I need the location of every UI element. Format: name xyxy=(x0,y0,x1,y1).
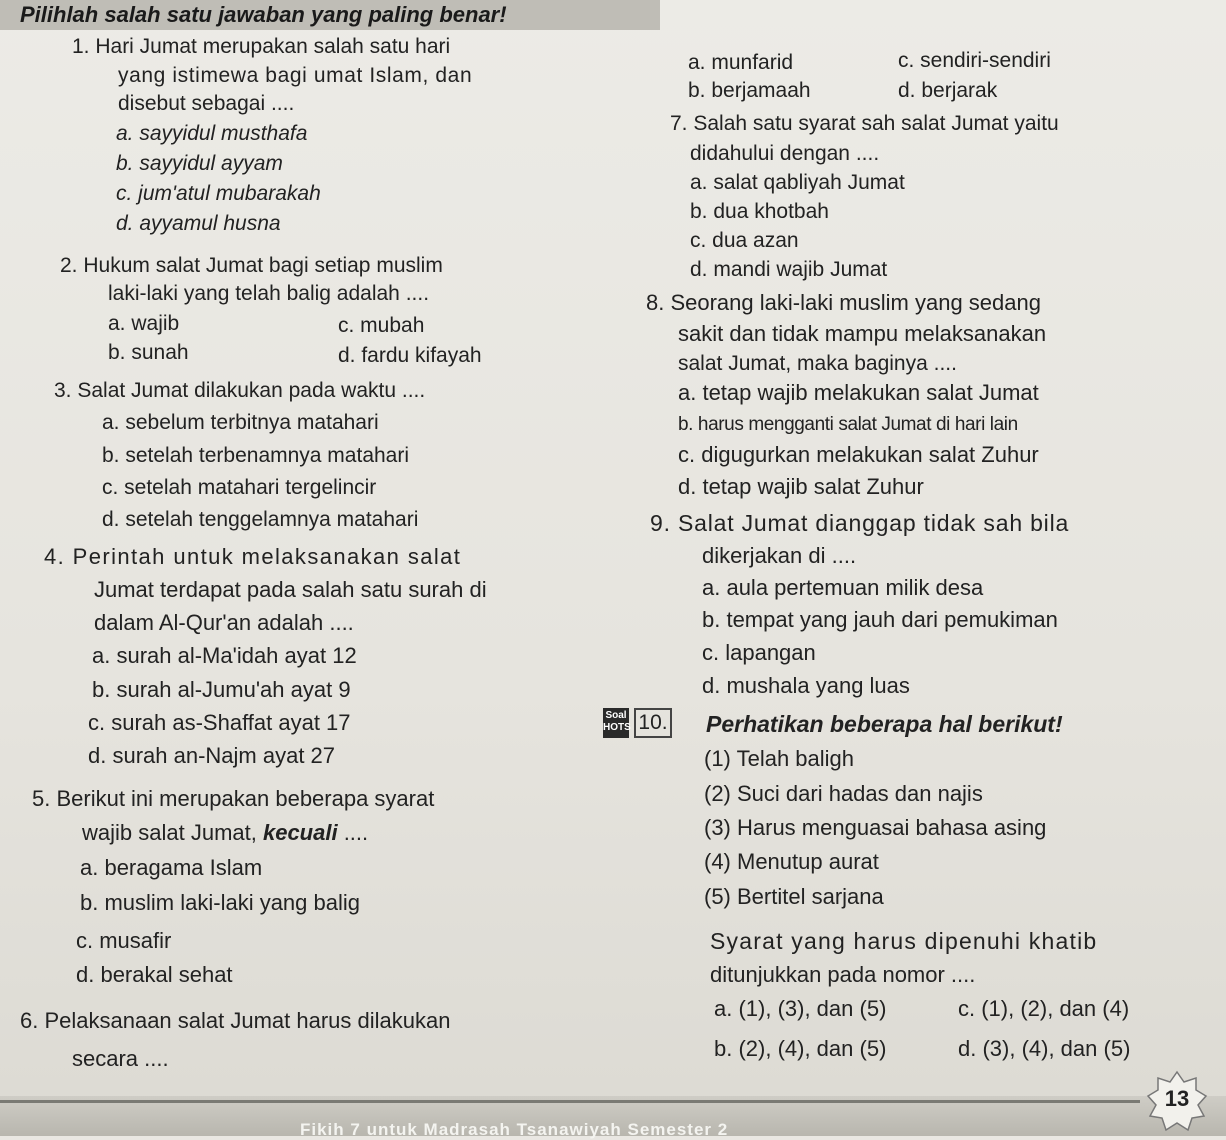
page-number: 13 xyxy=(1164,1086,1190,1111)
option-d: d. mandi wajib Jumat xyxy=(690,258,888,281)
option-a: a. beragama Islam xyxy=(80,855,263,880)
list-item: (1) Telah baligh xyxy=(704,746,855,771)
question-text: disebut sebagai .... xyxy=(118,92,295,115)
question-title: Perhatikan beberapa hal berikut! xyxy=(706,711,1063,737)
question-text: 6. Pelaksanaan salat Jumat harus dilakukan xyxy=(20,1008,451,1033)
option-a: a. salat qabliyah Jumat xyxy=(690,171,905,194)
instruction-text: Pilihlah salah satu jawaban yang paling benar! xyxy=(20,2,507,27)
option-b: b. (2), (4), dan (5) xyxy=(714,1036,887,1061)
option-c: c. musafir xyxy=(76,928,172,953)
option-a: a. (1), (3), dan (5) xyxy=(714,996,887,1021)
question-text: secara .... xyxy=(72,1046,169,1071)
question-text: 9. Salat Jumat dianggap tidak sah bila xyxy=(650,510,1070,536)
option-a: a. sayyidul musthafa xyxy=(116,122,308,145)
option-d: d. ayyamul husna xyxy=(116,212,281,235)
question-text: ditunjukkan pada nomor .... xyxy=(710,962,976,987)
hots-badge: Soal HOTS xyxy=(603,708,629,738)
question-text: 1. Hari Jumat merupakan salah satu hari xyxy=(72,35,451,58)
option-c: c. dua azan xyxy=(690,229,799,252)
option-b: b. sayyidul ayyam xyxy=(116,152,283,175)
question-text: Jumat terdapat pada salah satu surah di xyxy=(94,577,487,602)
option-b: b. setelah terbenamnya matahari xyxy=(102,444,410,467)
option-a: a. tetap wajib melakukan salat Jumat xyxy=(678,380,1039,405)
book-title: Fikih 7 untuk Madrasah Tsanawiyah Semester 2 xyxy=(300,1120,729,1139)
question-text: 4. Perintah untuk melaksanakan salat xyxy=(44,544,462,569)
list-item: (3) Harus menguasai bahasa asing xyxy=(704,815,1047,840)
option-a: a. munfarid xyxy=(688,51,794,74)
option-a: a. sebelum terbitnya matahari xyxy=(102,411,379,434)
option-a: a. surah al-Ma'idah ayat 12 xyxy=(92,643,357,668)
question-text: dikerjakan di .... xyxy=(702,543,857,568)
option-b: b. harus mengganti salat Jumat di hari lain xyxy=(678,414,1018,435)
list-item: (4) Menutup aurat xyxy=(704,849,879,874)
option-d: d. tetap wajib salat Zuhur xyxy=(678,474,924,499)
option-a: a. aula pertemuan milik desa xyxy=(702,575,984,600)
question-text: yang istimewa bagi umat Islam, dan xyxy=(118,64,473,87)
question-text: 5. Berikut ini merupakan beberapa syarat xyxy=(32,786,435,811)
question-text: Syarat yang harus dipenuhi khatib xyxy=(710,928,1098,954)
option-d: d. fardu kifayah xyxy=(338,344,482,367)
option-d: d. (3), (4), dan (5) xyxy=(958,1036,1131,1061)
option-b: b. tempat yang jauh dari pemukiman xyxy=(702,607,1058,632)
footer-divider xyxy=(0,1100,1140,1103)
option-c: c. (1), (2), dan (4) xyxy=(958,996,1130,1021)
option-c: c. digugurkan melakukan salat Zuhur xyxy=(678,442,1039,467)
instruction-banner xyxy=(0,0,660,30)
question-number: 10. xyxy=(634,708,672,738)
option-b: b. dua khotbah xyxy=(690,200,829,223)
question-text: laki-laki yang telah balig adalah .... xyxy=(108,282,430,305)
option-c: c. lapangan xyxy=(702,640,816,665)
question-text: salat Jumat, maka baginya .... xyxy=(678,352,957,375)
page-footer xyxy=(0,1066,1226,1139)
option-c: c. sendiri-sendiri xyxy=(898,49,1051,72)
option-c: c. jum'atul mubarakah xyxy=(116,182,321,205)
option-b: b. muslim laki-laki yang balig xyxy=(80,890,360,915)
question-text: wajib salat Jumat, kecuali .... xyxy=(82,820,369,845)
question-text: sakit dan tidak mampu melaksanakan xyxy=(678,321,1047,346)
list-item: (2) Suci dari hadas dan najis xyxy=(704,781,983,806)
option-b: b. sunah xyxy=(108,341,189,364)
question-text: 8. Seorang laki-laki muslim yang sedang xyxy=(646,290,1041,315)
option-d: d. setelah tenggelamnya matahari xyxy=(102,508,419,531)
option-c: c. surah as-Shaffat ayat 17 xyxy=(88,710,351,735)
question-text: 7. Salah satu syarat sah salat Jumat yaitu xyxy=(670,112,1059,135)
question-text: didahului dengan .... xyxy=(690,142,880,165)
option-d: d. mushala yang luas xyxy=(702,673,910,698)
page-number-badge xyxy=(1146,1070,1208,1132)
option-c: c. setelah matahari tergelincir xyxy=(102,476,377,499)
emphasis-word: kecuali xyxy=(262,820,338,845)
option-a: a. wajib xyxy=(108,312,180,335)
option-b: b. berjamaah xyxy=(688,79,811,102)
option-c: c. mubah xyxy=(338,314,425,337)
option-d: d. surah an-Najm ayat 27 xyxy=(88,743,336,768)
question-text: dalam Al-Qur'an adalah .... xyxy=(94,610,354,635)
question-text: 3. Salat Jumat dilakukan pada waktu .... xyxy=(54,379,426,402)
list-item: (5) Bertitel sarjana xyxy=(704,884,884,909)
option-d: d. berjarak xyxy=(898,79,998,102)
option-b: b. surah al-Jumu'ah ayat 9 xyxy=(92,677,351,702)
option-d: d. berakal sehat xyxy=(76,962,233,987)
question-text: 2. Hukum salat Jumat bagi setiap muslim xyxy=(60,254,443,277)
